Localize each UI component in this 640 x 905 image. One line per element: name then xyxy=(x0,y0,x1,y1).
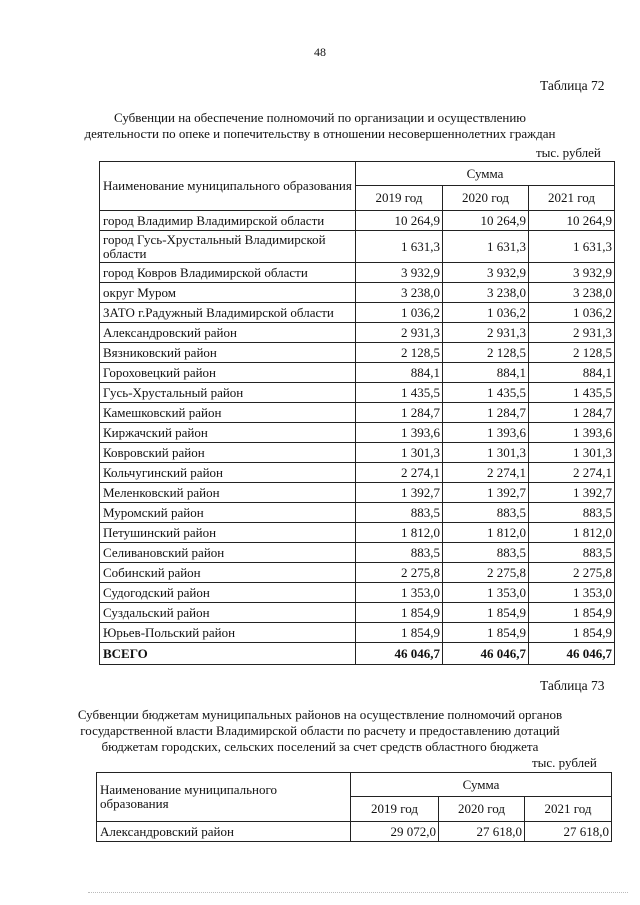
row-value-2020: 1 353,0 xyxy=(443,583,529,603)
row-value-2019: 1 854,9 xyxy=(356,603,443,623)
total-label: ВСЕГО xyxy=(100,643,356,665)
row-value-2021: 1 393,6 xyxy=(529,423,615,443)
row-name: Киржачский район xyxy=(100,423,356,443)
table-row xyxy=(100,563,615,583)
table-row xyxy=(100,483,615,503)
table-73-units: тыс. рублей xyxy=(532,755,597,770)
row-name: Александровский район xyxy=(97,822,351,842)
row-name: город Ковров Владимирской области xyxy=(100,263,356,283)
row-name: Селивановский район xyxy=(100,543,356,563)
table-row xyxy=(100,523,615,543)
row-value-2020: 2 275,8 xyxy=(443,563,529,583)
row-name: Юрьев-Польский район xyxy=(100,623,356,643)
table-73-title-line3: бюджетам городских, сельских поселений за счет средств областного бюджета xyxy=(101,739,539,754)
table-row xyxy=(100,403,615,423)
table-73-title-line2: государственной власти Владимирской области по расчету и предоставлению дотаций xyxy=(80,723,560,738)
row-name: Суздальский район xyxy=(100,603,356,623)
table-row xyxy=(100,283,615,303)
table-row xyxy=(100,231,615,263)
row-value-2021: 1 631,3 xyxy=(529,231,615,263)
row-value-2019: 10 264,9 xyxy=(356,211,443,231)
table-row xyxy=(100,463,615,483)
page-number: 48 xyxy=(314,45,326,59)
row-value-2021: 1 301,3 xyxy=(529,443,615,463)
row-name: Вязниковский район xyxy=(100,343,356,363)
table-row xyxy=(100,443,615,463)
row-value-2021: 2 128,5 xyxy=(529,343,615,363)
row-value-2020: 2 931,3 xyxy=(443,323,529,343)
row-value-2020: 1 812,0 xyxy=(443,523,529,543)
header-sum: Сумма xyxy=(351,773,612,797)
row-value-2019: 1 301,3 xyxy=(356,443,443,463)
table-row xyxy=(100,343,615,363)
row-value-2019: 3 238,0 xyxy=(356,283,443,303)
row-value-2020: 883,5 xyxy=(443,503,529,523)
row-value-2020: 2 128,5 xyxy=(443,343,529,363)
row-value-2019: 1 036,2 xyxy=(356,303,443,323)
row-value-2021: 883,5 xyxy=(529,543,615,563)
row-value-2020: 3 932,9 xyxy=(443,263,529,283)
table-row xyxy=(100,383,615,403)
table-row xyxy=(100,263,615,283)
row-value-2020: 1 631,3 xyxy=(443,231,529,263)
row-name: Меленковский район xyxy=(100,483,356,503)
total-2021: 46 046,7 xyxy=(529,643,615,665)
row-value-2019: 1 284,7 xyxy=(356,403,443,423)
row-value-2020: 884,1 xyxy=(443,363,529,383)
row-value-2021: 2 274,1 xyxy=(529,463,615,483)
row-value-2020: 1 435,5 xyxy=(443,383,529,403)
row-name: город Владимир Владимирской области xyxy=(100,211,356,231)
row-value-2019: 1 812,0 xyxy=(356,523,443,543)
header-2020: 2020 год xyxy=(443,186,529,211)
row-value-2020: 2 274,1 xyxy=(443,463,529,483)
table-72-units: тыс. рублей xyxy=(536,145,601,160)
row-value-2020: 1 036,2 xyxy=(443,303,529,323)
row-value-2020: 1 392,7 xyxy=(443,483,529,503)
table-row xyxy=(100,211,615,231)
row-value-2019: 883,5 xyxy=(356,543,443,563)
row-value-2021: 1 435,5 xyxy=(529,383,615,403)
row-value-2021: 2 275,8 xyxy=(529,563,615,583)
table-row xyxy=(100,543,615,563)
table-row xyxy=(100,363,615,383)
table-72-label: Таблица 72 xyxy=(540,78,605,93)
header-2020: 2020 год xyxy=(439,797,525,822)
row-name: округ Муром xyxy=(100,283,356,303)
header-name-column: Наименование муниципального образования xyxy=(97,773,351,822)
row-value-2019: 1 393,6 xyxy=(356,423,443,443)
row-value-2020: 10 264,9 xyxy=(443,211,529,231)
table-row xyxy=(100,583,615,603)
row-value-2021: 884,1 xyxy=(529,363,615,383)
row-value-2020: 1 854,9 xyxy=(443,623,529,643)
row-name: город Гусь-Хрустальный Владимирской области xyxy=(100,231,356,263)
row-name: Муромский район xyxy=(100,503,356,523)
table-73-title-line1: Субвенции бюджетам муниципальных районов на осуществление полномочий органов xyxy=(77,707,563,722)
row-name: Кольчугинский район xyxy=(100,463,356,483)
table-row xyxy=(100,623,615,643)
row-value-2019: 1 854,9 xyxy=(356,623,443,643)
row-name: Петушинский район xyxy=(100,523,356,543)
row-name: Судогодский район xyxy=(100,583,356,603)
row-value-2019: 1 353,0 xyxy=(356,583,443,603)
row-name: Камешковский район xyxy=(100,403,356,423)
row-value-2019: 884,1 xyxy=(356,363,443,383)
row-value-2019: 1 392,7 xyxy=(356,483,443,503)
row-value-2021: 10 264,9 xyxy=(529,211,615,231)
table-row xyxy=(97,822,612,842)
page-bottom-edge xyxy=(88,892,628,897)
row-value-2019: 2 128,5 xyxy=(356,343,443,363)
row-value-2021: 1 284,7 xyxy=(529,403,615,423)
header-name-column: Наименование муниципального образования xyxy=(100,162,356,211)
table-total-row xyxy=(100,643,615,665)
row-value-2020: 1 393,6 xyxy=(443,423,529,443)
table-row xyxy=(100,303,615,323)
row-value-2021: 1 854,9 xyxy=(529,623,615,643)
table-row xyxy=(100,603,615,623)
row-name: Ковровский район xyxy=(100,443,356,463)
header-2019: 2019 год xyxy=(356,186,443,211)
row-value-2019: 1 631,3 xyxy=(356,231,443,263)
row-name: ЗАТО г.Радужный Владимирской области xyxy=(100,303,356,323)
row-value-2021: 27 618,0 xyxy=(525,822,612,842)
table-72 xyxy=(99,161,615,665)
row-value-2020: 883,5 xyxy=(443,543,529,563)
row-value-2020: 1 854,9 xyxy=(443,603,529,623)
table-row xyxy=(100,503,615,523)
header-sum: Сумма xyxy=(356,162,615,186)
row-value-2021: 1 353,0 xyxy=(529,583,615,603)
row-value-2021: 1 854,9 xyxy=(529,603,615,623)
row-value-2019: 2 274,1 xyxy=(356,463,443,483)
table-73 xyxy=(96,772,612,842)
row-value-2019: 2 931,3 xyxy=(356,323,443,343)
row-name: Собинский район xyxy=(100,563,356,583)
table-row xyxy=(100,423,615,443)
table-72-title-line2: деятельности по опеке и попечительству в отношении несовершеннолетних граждан xyxy=(84,126,556,141)
row-value-2019: 1 435,5 xyxy=(356,383,443,403)
row-value-2020: 1 301,3 xyxy=(443,443,529,463)
row-name: Александровский район xyxy=(100,323,356,343)
row-name: Гороховецкий район xyxy=(100,363,356,383)
table-72-title-line1: Субвенции на обеспечение полномочий по организации и осуществлению xyxy=(114,110,526,125)
table-row xyxy=(100,323,615,343)
total-2019: 46 046,7 xyxy=(356,643,443,665)
row-value-2021: 3 932,9 xyxy=(529,263,615,283)
row-value-2020: 1 284,7 xyxy=(443,403,529,423)
row-value-2021: 1 812,0 xyxy=(529,523,615,543)
table-73-label: Таблица 73 xyxy=(540,678,605,693)
total-2020: 46 046,7 xyxy=(443,643,529,665)
row-value-2021: 883,5 xyxy=(529,503,615,523)
row-value-2020: 27 618,0 xyxy=(439,822,525,842)
row-value-2021: 1 392,7 xyxy=(529,483,615,503)
row-value-2019: 2 275,8 xyxy=(356,563,443,583)
row-value-2021: 3 238,0 xyxy=(529,283,615,303)
header-2019: 2019 год xyxy=(351,797,439,822)
header-2021: 2021 год xyxy=(525,797,612,822)
row-value-2019: 3 932,9 xyxy=(356,263,443,283)
row-value-2019: 883,5 xyxy=(356,503,443,523)
row-name: Гусь-Хрустальный район xyxy=(100,383,356,403)
row-value-2020: 3 238,0 xyxy=(443,283,529,303)
row-value-2021: 2 931,3 xyxy=(529,323,615,343)
row-value-2021: 1 036,2 xyxy=(529,303,615,323)
header-2021: 2021 год xyxy=(529,186,615,211)
row-value-2019: 29 072,0 xyxy=(351,822,439,842)
